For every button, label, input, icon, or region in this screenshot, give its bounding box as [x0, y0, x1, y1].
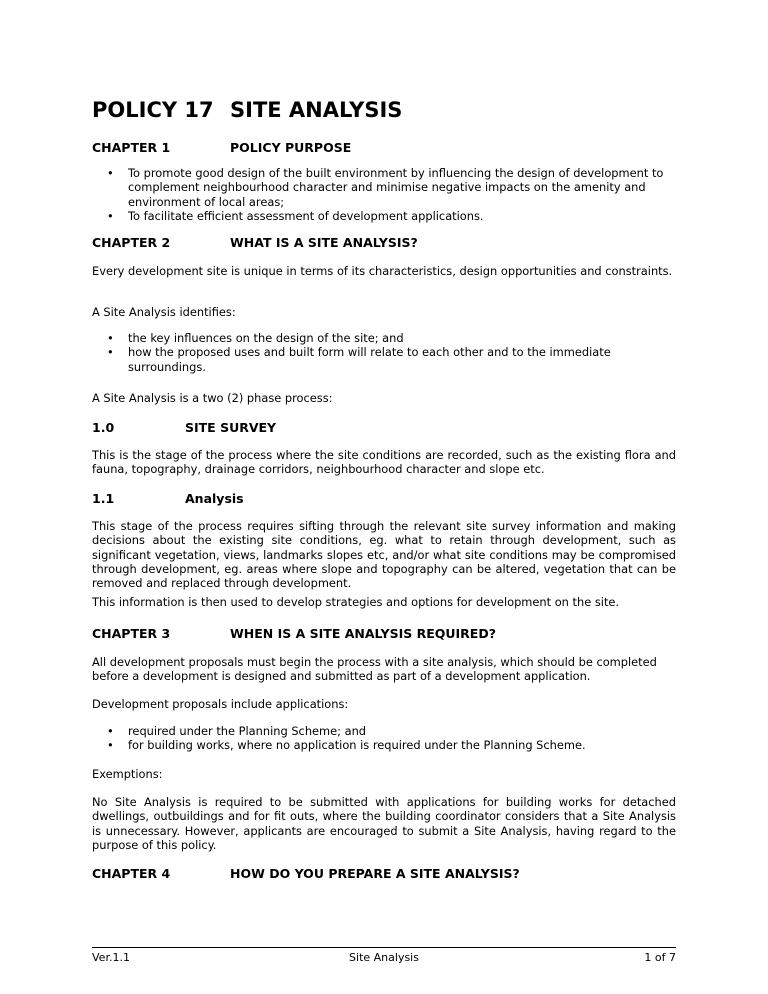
identifies-bullet-list	[92, 331, 676, 374]
chapter-3-heading	[92, 626, 496, 641]
list-item-text: the key influences on the design of the site; and	[128, 331, 404, 345]
policy-number: POLICY 17	[92, 98, 214, 122]
chapter-4-heading	[92, 866, 520, 881]
list-item-text: To promote good design of the built environment by influencing the design of development to complement neighbourhood character and minimise negative impacts on the amenity and environment of local areas;	[128, 166, 664, 209]
chapter-title: WHEN IS A SITE ANALYSIS REQUIRED?	[230, 626, 496, 641]
footer-divider	[92, 947, 676, 948]
list-item	[92, 166, 676, 209]
identifies-label: A Site Analysis identifies:	[92, 305, 236, 319]
bullet-icon: •	[107, 331, 114, 345]
policy-title-text: SITE ANALYSIS	[230, 98, 403, 122]
chapter-number: CHAPTER 2	[92, 235, 171, 250]
analysis-text: This stage of the process requires sifting through the relevant site survey information and making decisions about the existing site conditions, eg. what to retain through development, such as significant vegetation, views, landmarks slopes etc, and/or what site conditions may be compromised through development, eg. areas where slope and topography can be altered, vegetation that can be removed and replaced through development.	[92, 519, 676, 591]
exemptions-label: Exemptions:	[92, 767, 163, 781]
exemptions-text: No Site Analysis is required to be submitted with applications for building works for detached dwellings, outbuildings and for fit outs, where the building coordinator considers that a Site Analysis is unnecessary. However, applicants are encouraged to submit a Site Analysis, having regard to the purpose of this policy.	[92, 795, 676, 852]
list-item	[92, 331, 676, 345]
site-survey-text: This is the stage of the process where the site conditions are recorded, such as the existing flora and fauna, topography, drainage corridors, neighbourhood character and slope etc.	[92, 448, 676, 477]
purpose-bullet-list	[92, 166, 676, 223]
chapter-1-heading	[92, 140, 351, 155]
bullet-icon: •	[107, 166, 114, 180]
analysis-followup: This information is then used to develop strategies and options for development on the site.	[92, 595, 620, 609]
bullet-icon: •	[107, 724, 114, 738]
chapter-2-intro: Every development site is unique in terms of its characteristics, design opportunities and constraints.	[92, 264, 673, 278]
list-item	[92, 345, 676, 374]
chapter-number: CHAPTER 1	[92, 140, 171, 155]
bullet-icon: •	[107, 208, 114, 223]
chapter-2-heading	[92, 235, 418, 250]
section-title: SITE SURVEY	[185, 420, 277, 435]
list-item-text: for building works, where no application is required under the Planning Scheme.	[128, 738, 586, 753]
chapter-number: CHAPTER 3	[92, 626, 171, 641]
section-title: Analysis	[185, 491, 244, 506]
policy-title	[92, 98, 402, 122]
chapter-title: HOW DO YOU PREPARE A SITE ANALYSIS?	[230, 866, 520, 881]
footer-page-number: 1 of 7	[644, 951, 676, 964]
bullet-icon: •	[107, 738, 114, 753]
applications-bullet-list	[92, 724, 676, 753]
footer-version: Ver.1.1	[92, 951, 130, 964]
section-1-1-heading	[92, 491, 244, 506]
includes-label: Development proposals include applications:	[92, 697, 349, 711]
list-item-text: To facilitate efficient assessment of development applications.	[128, 208, 484, 223]
list-item	[92, 209, 676, 223]
phases-label: A Site Analysis is a two (2) phase process:	[92, 391, 333, 405]
section-1-0-heading	[92, 420, 276, 435]
chapter-number: CHAPTER 4	[92, 866, 171, 881]
section-number: 1.0	[92, 420, 115, 435]
chapter-3-intro: All development proposals must begin the process with a site analysis, which should be completed before a development is designed and submitted as part of a development application.	[92, 655, 657, 684]
footer-title: Site Analysis	[349, 951, 419, 964]
list-item	[92, 724, 676, 738]
list-item	[92, 738, 676, 752]
list-item-text: required under the Planning Scheme; and	[128, 724, 367, 738]
chapter-title: WHAT IS A SITE ANALYSIS?	[230, 235, 418, 250]
bullet-icon: •	[107, 345, 114, 360]
list-item-text: how the proposed uses and built form will relate to each other and to the immediate surroundings.	[128, 345, 611, 374]
section-number: 1.1	[92, 491, 115, 506]
chapter-title: POLICY PURPOSE	[230, 140, 352, 155]
